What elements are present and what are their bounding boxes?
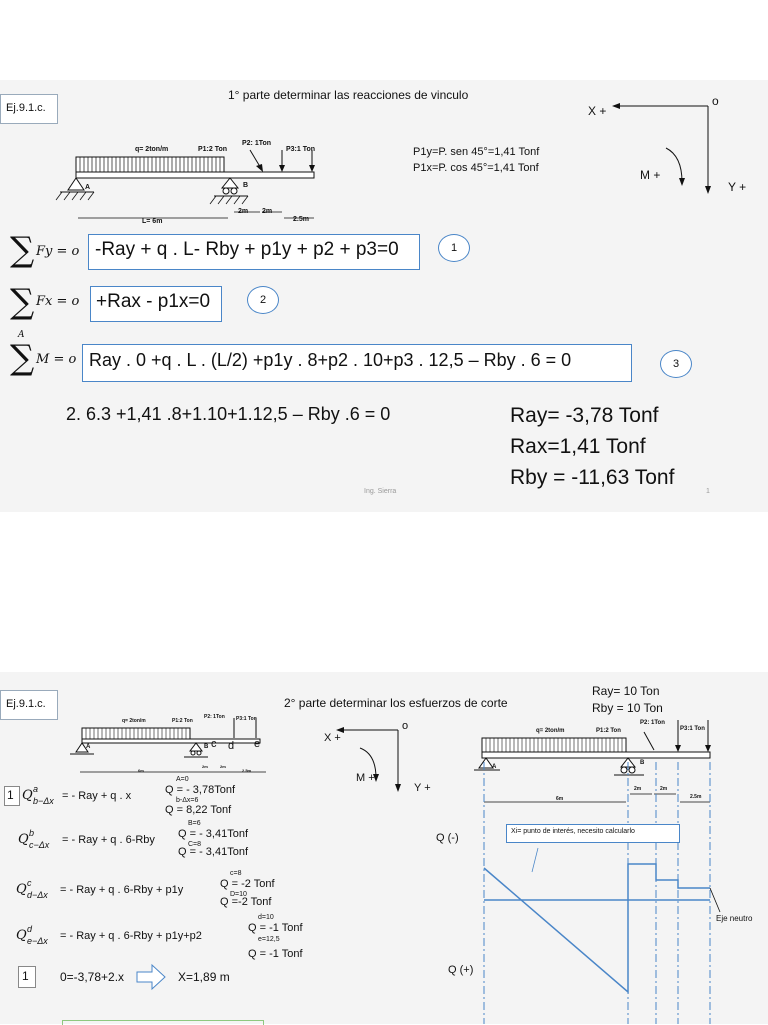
eq4-v1: Q = -1 Tonf [248, 922, 303, 934]
exercise-tag-2-text: Ej.9.1.c. [6, 698, 46, 710]
eq2-v1-pre: B=6 [188, 820, 201, 827]
eq1-sub: b−Δx [33, 796, 54, 806]
slide-title: 1° parte determinar las reacciones de vinculo [228, 88, 469, 102]
eq2-sup: b [29, 828, 35, 838]
slide-2 [0, 672, 768, 1024]
result-rby: Rby = -11,63 Tonf [510, 466, 675, 489]
shear-diagram [470, 762, 768, 1024]
rb-dim-25: 2.5m [690, 794, 702, 800]
rb-p2: P2: 1Ton [640, 720, 665, 726]
beam-diagram [50, 130, 330, 230]
rb-dim-2b: 2m [660, 786, 668, 792]
eq-fy-number: 1 [438, 234, 470, 262]
support-a-label: A [85, 184, 91, 191]
axis-origin: o [712, 94, 719, 108]
axis-y-label: Y + [728, 180, 747, 194]
sigma-fy: ∑ [10, 230, 35, 270]
eq4-rhs: = - Ray + q . 6-Rby + p1y+p2 [60, 930, 202, 942]
eq1-rhs: = - Ray + q . x [62, 790, 132, 802]
eq1-q: Q [22, 788, 33, 803]
eq4-q: Q [16, 928, 27, 943]
eq5-number: 1 [22, 969, 29, 983]
eq2-rhs: = - Ray + q . 6-Rby [62, 834, 155, 846]
axis2-y: Y + [414, 782, 431, 794]
eq4-v2: Q = -1 Tonf [248, 948, 303, 960]
p1-label: P1:2 Ton [198, 146, 228, 153]
eq3-q: Q [16, 882, 27, 897]
eq2-v2: Q = - 3,41Tonf [178, 846, 249, 858]
eq-fx-lhs: Fx = o [36, 294, 80, 309]
eq-fx-number: 2 [247, 286, 279, 314]
axes-diagram [600, 98, 720, 198]
rb-dim-6: 6m [556, 796, 564, 802]
eq3-sup: c [27, 878, 32, 888]
lb-p1: P1:2 Ton [172, 718, 193, 724]
slide-2-rby: Rby = 10 Ton [592, 701, 663, 715]
green-box-edge [62, 1020, 264, 1025]
eq-fy-lhs: Fy = o [36, 244, 80, 259]
eq-m-lhs: M = o [36, 352, 77, 367]
axis-m-label: M + [640, 168, 661, 182]
exercise-tag-text: Ej.9.1.c. [6, 102, 46, 114]
rb-a: A [492, 764, 497, 770]
sigma-fx: ∑ [10, 282, 35, 322]
eq1-v2-pre: b-Δx=6 [176, 797, 199, 804]
eq2-v2-pre: C=8 [188, 841, 202, 848]
p3-label: P3:1 Ton [286, 146, 316, 153]
eq3-v2-pre: D=10 [230, 891, 247, 898]
result-rax: Rax=1,41 Tonf [510, 435, 646, 458]
axis-x-label: X + [588, 104, 607, 118]
slide-2-ray: Ray= 10 Ton [592, 684, 660, 698]
neutral-axis-label: Eje neutro [716, 914, 753, 923]
axis2-x: X + [324, 732, 341, 744]
support-b-label: B [243, 182, 249, 189]
lb-dim-25: 2.5m [242, 768, 252, 773]
eq3-v1-pre: c=8 [230, 870, 242, 877]
dim-2m-a: 2m [238, 208, 249, 215]
eq1-v1: Q = - 3,78Tonf [165, 784, 236, 796]
eq5-rhs: X=1,89 m [178, 970, 230, 984]
dim-l: L= 6m [142, 218, 163, 225]
eq-fx: +Rax - p1x=0 [96, 291, 211, 312]
eq3-sub: d−Δx [27, 890, 48, 900]
eq2-q: Q [18, 832, 29, 847]
axis2-origin: o [402, 720, 409, 732]
p1y-text: P1y=P. sen 45°=1,41 Tonf [413, 146, 540, 158]
lb-d: d [228, 740, 235, 752]
callout-text: Xi= punto de interés, necesito calcularlo [511, 828, 635, 835]
eq-m: Ray . 0 +q . L . (L/2) +p1y . 8+p2 . 10+p3 . 12,5 – Rby . 6 = 0 [89, 350, 572, 370]
lb-p3: P3:1 Ton [236, 716, 257, 722]
eq3-v2: Q =-2 Tonf [220, 896, 272, 908]
implies-arrow-icon [136, 964, 166, 990]
footer-author: Ing. Sierra [364, 488, 397, 495]
lb-p2: P2: 1Ton [204, 714, 225, 720]
eq1-v2: Q = 8,22 Tonf [165, 804, 232, 816]
eq-fy: -Ray + q . L- Rby + p1y + p2 + p3=0 [95, 239, 399, 260]
eq2-v1: Q = - 3,41Tonf [178, 828, 249, 840]
eq3-rhs: = - Ray + q . 6-Rby + p1y [60, 884, 184, 896]
lb-dim-6: 6m [138, 768, 144, 773]
lb-c: c [211, 738, 217, 750]
slide-2-title: 2° parte determinar los esfuerzos de corte [284, 696, 508, 710]
shear-pos-label: Q (+) [448, 964, 474, 976]
page-number: 1 [706, 488, 710, 495]
eq1-sup: a [33, 784, 39, 794]
eq5-lhs: 0=-3,78+2.x [60, 970, 125, 984]
eq2-sub: c−Δx [29, 840, 50, 850]
p1x-text: P1x=P. cos 45°=1,41 Tonf [413, 162, 539, 174]
eq4-v2-pre: e=12,5 [258, 936, 280, 943]
slide-1 [0, 80, 768, 512]
rb-p3: P3:1 Ton [680, 726, 705, 732]
numeric-substitution: 2. 6.3 +1,41 .8+1.10+1.12,5 – Rby .6 = 0 [66, 404, 391, 424]
dim-2-5m: 2.5m [293, 216, 309, 223]
axis2-m: M + [356, 772, 375, 784]
eq-m-sup: A [18, 330, 25, 340]
q-label: q= 2ton/m [135, 146, 169, 153]
dim-2m-b: 2m [262, 208, 273, 215]
lb-e: e [254, 738, 261, 750]
eq4-sup: d [27, 924, 33, 934]
eq1-number: 1 [7, 788, 14, 802]
rb-b: B [640, 760, 645, 766]
eq-m-number: 3 [660, 350, 692, 378]
result-ray: Ray= -3,78 Tonf [510, 404, 659, 427]
lb-dim-2b: 2m [220, 764, 226, 769]
sigma-m: ∑ [10, 338, 35, 378]
rb-p1: P1:2 Ton [596, 728, 621, 734]
lb-b: B [204, 744, 209, 750]
lb-q: q= 2ton/m [122, 718, 146, 724]
lb-dim-2a: 2m [202, 764, 208, 769]
eq4-sub: e−Δx [27, 936, 48, 946]
shear-neg-label: Q (-) [436, 832, 459, 844]
rb-q: q= 2ton/m [536, 728, 565, 734]
eq4-v1-pre: d=10 [258, 914, 274, 921]
p2-label: P2: 1Ton [242, 140, 272, 147]
lb-a: A [86, 744, 91, 750]
eq3-v1: Q = -2 Tonf [220, 878, 275, 890]
eq1-v1-pre: A=0 [176, 776, 189, 783]
rb-dim-2a: 2m [634, 786, 642, 792]
